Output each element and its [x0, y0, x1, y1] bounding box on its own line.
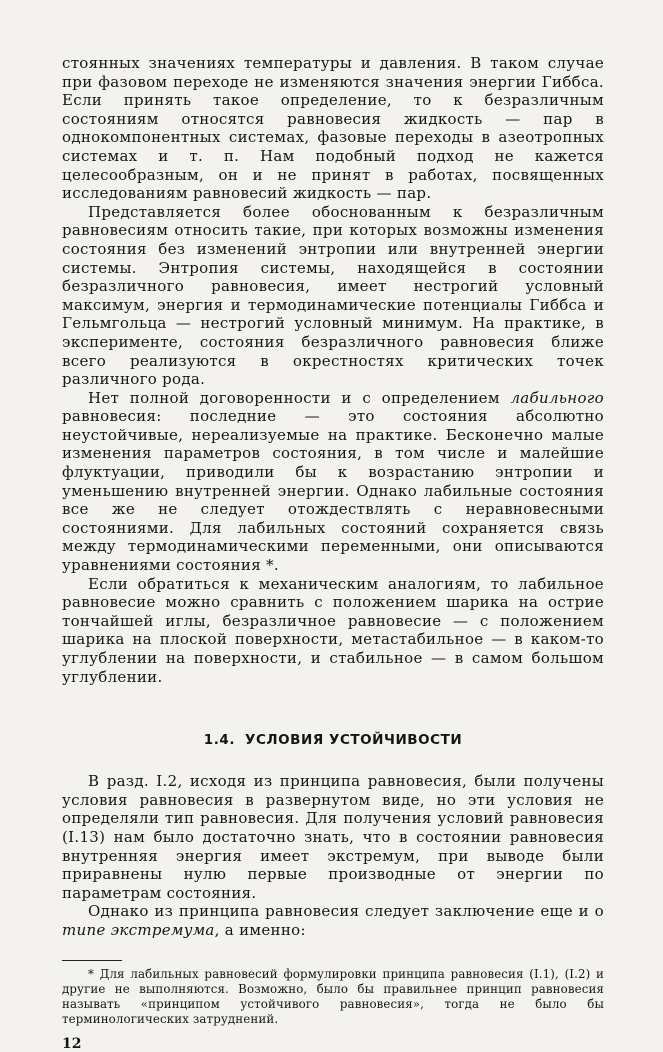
footnote: * Для лабильных равновесий формулировки принципа равновесия (I.1), (I.2) и другие не выполняются. Возможно, было бы правильнее принцип равновесия называть «принципом устойчивого равновесия», тогда не было бы терминологических затруднений.: [62, 966, 604, 1027]
paragraph-extremum-text-after: , а именно:: [214, 920, 306, 939]
paragraph-labile-text-after: равновесия: последние — это состояния абсолютно неустойчивые, нереализуемые на практике. Бесконечно малые изменения параметров состояния, в том числе и малейшие флуктуации, приводили бы к возрастанию энтропии и уменьшению внутренней энергии. Однако лабильные состояния все же не следует отождествлять с неравновесными состояниями. Для лабильных состояний сохраняется связь между термодинамическими переменными, они описываются уравнениями состояния *.: [62, 407, 604, 575]
footnote-divider: [62, 960, 122, 961]
section-title: УСЛОВИЯ УСТОЙЧИВОСТИ: [245, 732, 463, 749]
paragraph-labile-equilibrium: [62, 389, 604, 575]
paragraph-continuation: стоянных значениях температуры и давления. В таком случае при фазовом переходе не изменяются значения энергии Гиббса. Если принять такое определение, то к безразличным состояниям относятся равновесия жидкость — пар в однокомпонентных системах, фазовые переходы в азеотропных системах и т. п. Нам подобный подход не кажется целесообразным, он и не принят в работах, посвященных исследованиям равновесий жидкость — пар.: [62, 54, 604, 203]
paragraph-indifferent-equilibrium: Представляется более обоснованным к безразличным равновесиям относить такие, при которых возможны изменения состояния без изменений энтропии или внутренней энергии системы. Энтропия системы, находящейся в состоянии безразличного равновесия, имеет нестрогий условный максимум, энергия и термодинамические потенциалы Гиббса и Гельмгольца — нестрогий условный минимум. На практике, в эксперименте, состояния безразличного равновесия ближе всего реализуются в окрестностях критических точек различного рода.: [62, 202, 604, 389]
paragraph-extremum-italic-term: типе экстремума: [62, 920, 215, 939]
paragraph-section-intro: В разд. I.2, исходя из принципа равновесия, были получены условия равновесия в развернутом виде, но эти условия не определяли тип равновесия. Для получения условий равновесия (I.13) нам было достаточно знать, что в состоянии равновесия внутренняя энергия имеет экстремум, при выводе были приравнены нулю первые производные от энергии по параметрам состояния.: [62, 772, 604, 902]
paragraph-extremum-type: [62, 902, 604, 939]
book-page: [62, 54, 604, 1052]
section-heading: [62, 732, 604, 748]
section-number: 1.4.: [203, 732, 236, 749]
paragraph-labile-text-before: Нет полной договоренности и с определением: [88, 388, 511, 407]
paragraph-extremum-text-before: Однако из принципа равновесия следует заключение еще и о: [88, 902, 604, 921]
paragraph-labile-italic-term: лабильного: [510, 388, 604, 407]
paragraph-mechanical-analogy: Если обратиться к механическим аналогиям, то лабильное равновесие можно сравнить с положением шарика на острие тончайшей иглы, безразличное равновесие — с положением шарика на плоской поверхности, метастабильное — в каком-то углублении на поверхности, и стабильное — в самом большом углублении.: [62, 574, 604, 686]
page-number: 12: [62, 1036, 82, 1052]
